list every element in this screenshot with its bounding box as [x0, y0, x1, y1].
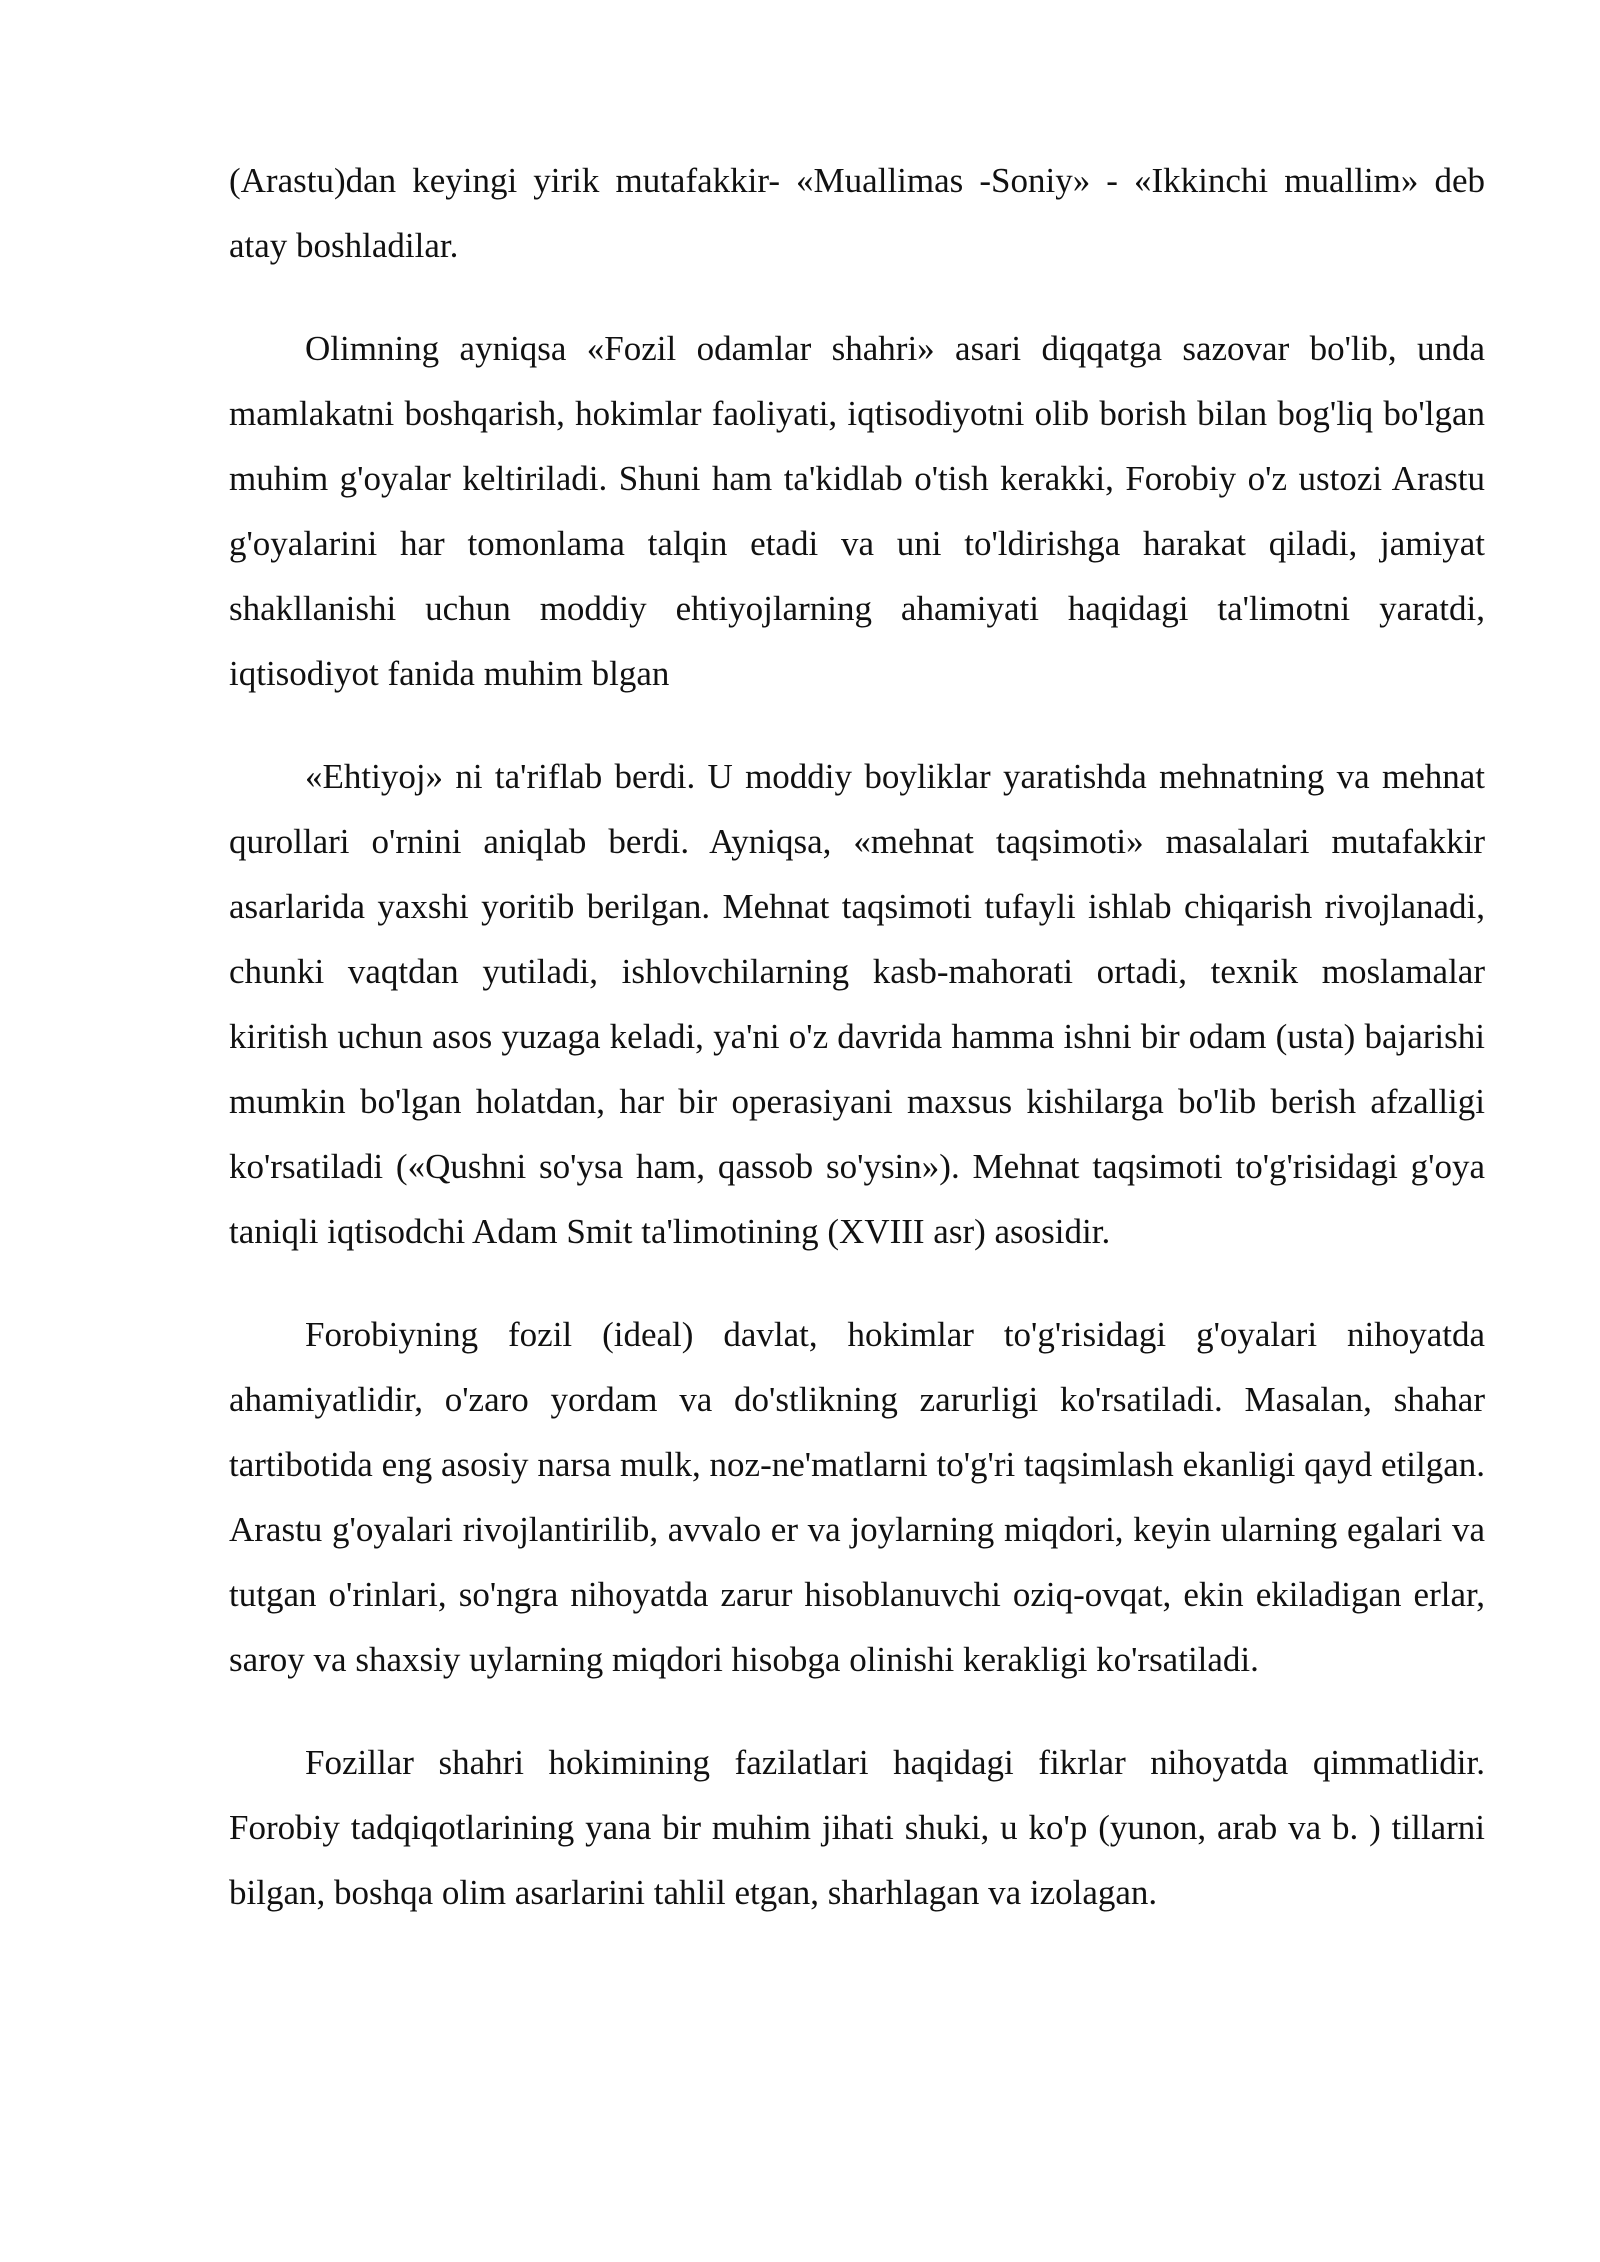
paragraph-1: (Arastu)dan keyingi yirik mutafakkir- «Muallimas -Soniy» - «Ikkinchi muallim» deb atay boshladilar. — [229, 161, 1485, 265]
paragraph-3: «Ehtiyoj» ni ta'riflab berdi. U moddiy boyliklar yaratishda mehnatning va mehnat qurollari o'rnini aniqlab berdi. Ayniqsa, «mehnat taqsimoti» masalalari mutafakkir asarlarida yaxshi yoritib berilgan. Mehnat taqsimoti tufayli ishlab chiqarish rivojlanadi, chunki vaqtdan yutiladi, ishlovchilarning kasb-mahorati ortadi, texnik moslamalar kiritish uchun asos yuzaga keladi, ya'ni o'z davrida hamma ishni bir odam (usta) bajarishi mumkin bo'lgan holatdan, har bir operasiyani maxsus kishilarga bo'lib berish afzalligi ko'rsatiladi («Qushni so'ysa ham, qassob so'ysin»). Mehnat taqsimoti to'g'risidagi g'oya taniqli iqtisodchi Adam Smit ta'limotining (XVIII asr) asosidir. — [229, 757, 1485, 1251]
paragraph-5: Fozillar shahri hokimining fazilatlari haqidagi fikrlar nihoyatda qimmatlidir. Forobiy tadqiqotlarining yana bir muhim jihati shuki, u ko'p (yunon, arab va b. ) tillarni bilgan, boshqa olim asarlarini tahlil etgan, sharhlagan va izolagan. — [229, 1743, 1485, 1912]
document-body — [229, 148, 1485, 1963]
paragraph-2: Olimning ayniqsa «Fozil odamlar shahri» asari diqqatga sazovar bo'lib, unda mamlakatni boshqarish, hokimlar faoliyati, iqtisodiyotni olib borish bilan bog'liq bo'lgan muhim g'oyalar keltiriladi. Shuni ham ta'kidlab o'tish kerakki, Forobiy o'z ustozi Arastu g'oyalarini har tomonlama talqin etadi va uni to'ldirishga harakat qiladi, jamiyat shakllanishi uchun moddiy ehtiyojlarning ahamiyati haqidagi ta'limotni yaratdi, iqtisodiyot fanida muhim blgan — [229, 329, 1485, 693]
paragraph-4: Forobiyning fozil (ideal) davlat, hokimlar to'g'risidagi g'oyalari nihoyatda ahamiyatlidir, o'zaro yordam va do'stlikning zarurligi ko'rsatiladi. Masalan, shahar tartibotida eng asosiy narsa mulk, noz-ne'matlarni to'g'ri taqsimlash ekanligi qayd etilgan. Arastu g'oyalari rivojlantirilib, avvalo er va joylarning miqdori, keyin ularning egalari va tutgan o'rinlari, so'ngra nihoyatda zarur hisoblanuvchi oziq-ovqat, ekin ekiladigan erlar, saroy va shaxsiy uylarning miqdori hisobga olinishi kerakligi ko'rsatiladi. — [229, 1315, 1485, 1679]
